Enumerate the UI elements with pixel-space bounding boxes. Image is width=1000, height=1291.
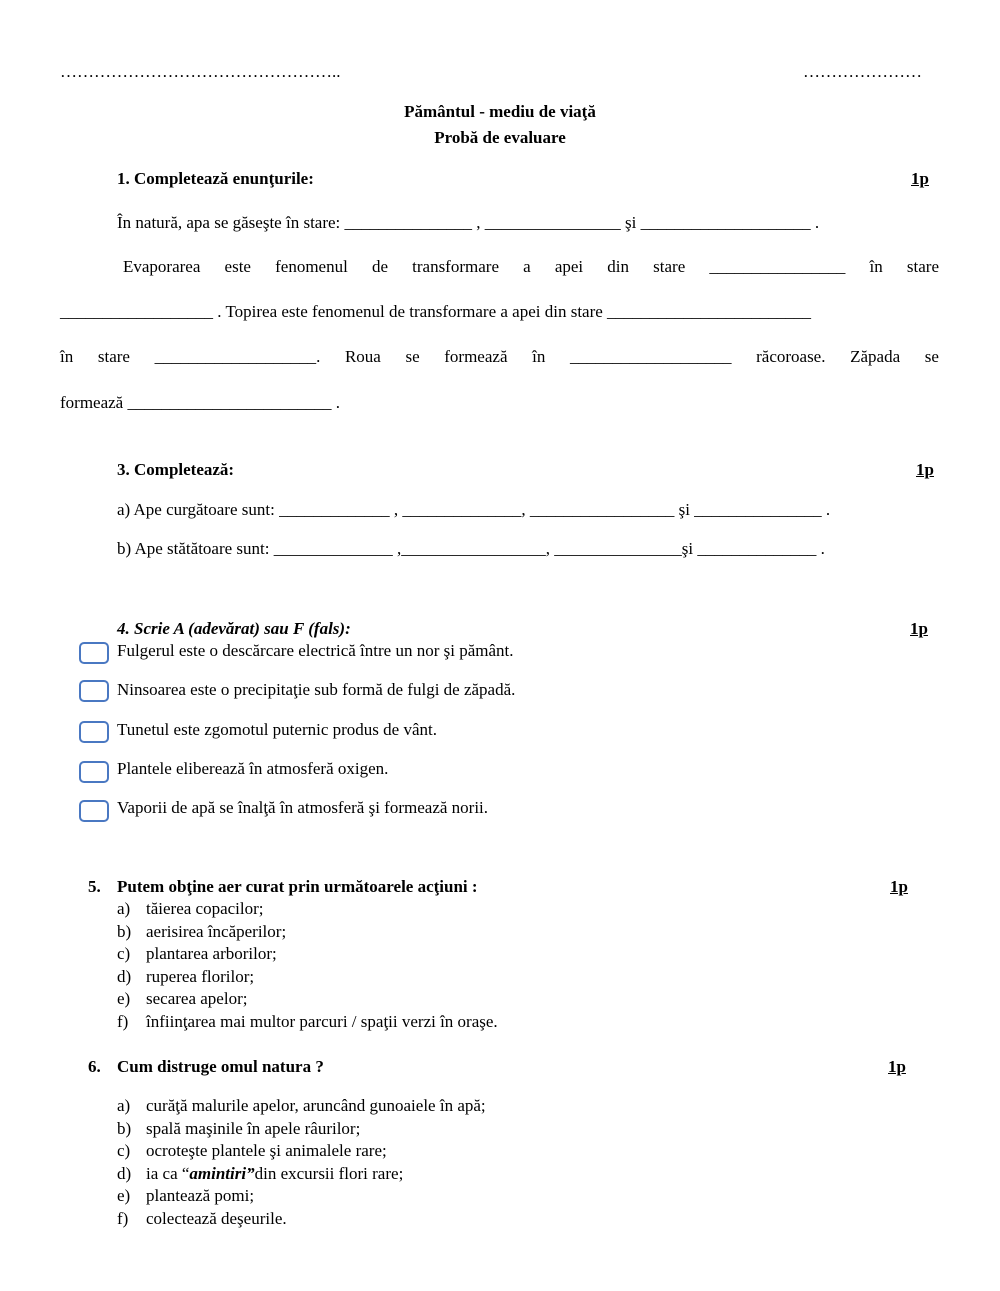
q1-line-2: Evaporarea este fenomenul de transformare a apei din stare ________________ în stare (123, 257, 939, 276)
q6-points: 1p (888, 1057, 906, 1076)
q1-line-4: în stare ___________________. Roua se formează în ___________________ răcoroase. Zăpada se (60, 347, 939, 366)
answer-box[interactable] (79, 721, 109, 743)
list-item: d) ia ca “amintiri”din excursii flori rare; (117, 1163, 404, 1183)
list-item: f) înfiinţarea mai multor parcuri / spaţii verzi în oraşe. (117, 1011, 498, 1031)
list-item: b) spală maşinile în apele râurilor; (117, 1118, 361, 1138)
list-item: c) ocroteşte plantele şi animalele rare; (117, 1141, 387, 1160)
q1-line-3: __________________ . Topirea este fenomenul de transformare a apei din stare ________________________ (60, 302, 812, 321)
q5-heading: Putem obţine aer curat prin următoarele acţiuni : (117, 877, 478, 896)
list-item: e) secarea apelor; (117, 989, 248, 1008)
q5-number: 5. (88, 877, 101, 896)
q1-points: 1p (911, 169, 929, 188)
list-item: d) ruperea florilor; (117, 966, 255, 986)
answer-box[interactable] (79, 800, 109, 822)
q6-options (117, 1095, 486, 1230)
list-item: a) curăţă malurile apelor, aruncând gunoaiele în apă; (117, 1096, 486, 1115)
q4-statement: Fulgerul este o descărcare electrică între un nor şi pământ. (117, 641, 514, 660)
list-item: f) colectează deşeurile. (117, 1208, 287, 1228)
q3-line-b: b) Ape stătătoare sunt: ______________ ,_________________, _______________şi ______________ . (117, 539, 825, 558)
list-item: e) plantează pomi; (117, 1186, 255, 1205)
answer-box[interactable] (79, 680, 109, 702)
answer-box[interactable] (79, 642, 109, 664)
q3-heading: 3. Completează: (117, 460, 235, 479)
page-title: Pământul - mediu de viaţă (404, 102, 596, 121)
name-line: ………………………………………….. (60, 62, 341, 81)
list-item: c) plantarea arborilor; (117, 944, 277, 963)
q4-heading: 4. Scrie A (adevărat) sau F (fals): (117, 619, 351, 638)
answer-box[interactable] (79, 761, 109, 783)
q4-statement: Ninsoarea este o precipitaţie sub formă de fulgi de zăpadă. (117, 680, 516, 699)
q6-heading: Cum distruge omul natura ? (117, 1057, 324, 1076)
q4-statement: Vaporii de apă se înalţă în atmosferă şi formează norii. (117, 798, 489, 817)
q3-line-a: a) Ape curgătoare sunt: _____________ , ______________, _________________ şi _______________ . (117, 500, 831, 519)
q5-options (117, 898, 498, 1033)
q6-number: 6. (88, 1057, 101, 1076)
q4-points: 1p (910, 619, 928, 638)
q5-points: 1p (890, 877, 908, 896)
q4-statement: Tunetul este zgomotul puternic produs de vânt. (117, 720, 437, 739)
q3-points: 1p (916, 460, 934, 479)
list-item: b) aerisirea încăperilor; (117, 921, 287, 941)
q1-heading: 1. Completează enunţurile: (117, 169, 314, 188)
class-line: ………………… (803, 62, 922, 81)
q1-line-1: În natură, apa se găseşte în stare: _______________ , ________________ şi ____________________ . (117, 213, 820, 232)
list-item: a) tăierea copacilor; (117, 899, 264, 918)
q4-statement: Plantele eliberează în atmosferă oxigen. (117, 759, 389, 778)
q1-line-5: formează ________________________ . (60, 393, 340, 412)
page-subtitle: Probă de evaluare (434, 128, 566, 147)
